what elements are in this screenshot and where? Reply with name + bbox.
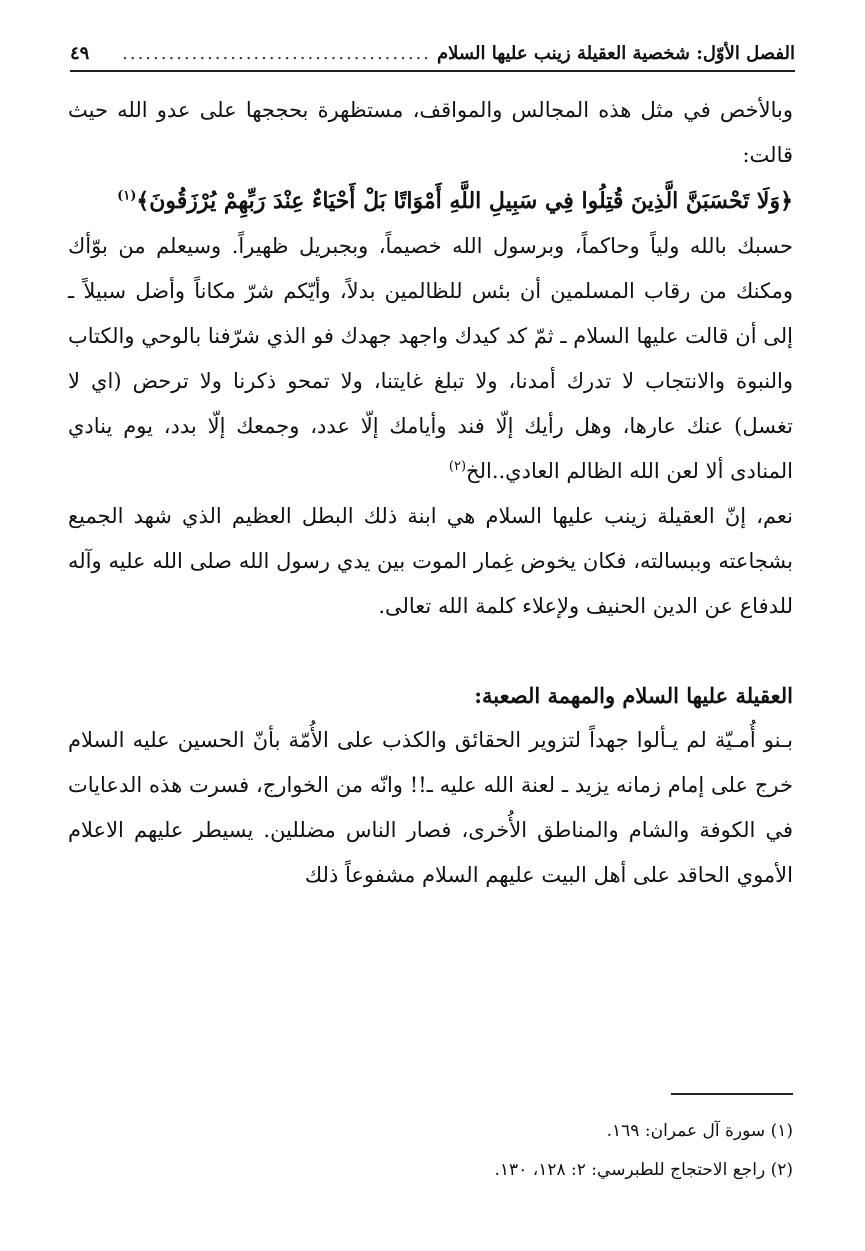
main-text (68, 88, 793, 898)
chapter-title: الفصل الأوّل: شخصية العقيلة زينب عليها السلام (437, 42, 795, 64)
footnote-2: (٢) راجع الاحتجاج للطبرسي: ٢: ١٢٨، ١٣٠. (494, 1160, 793, 1180)
paragraph-3: بـنو أُمـيّة لم يـألوا جهداً لتزوير الحقائق والكذب على الأُمّة بأنّ الحسين عليه السلام خرج على إمام زمانه يزيد ـ لعنة الله عليه ـ!! وانّه من الخوارج، فسرت هذه الدعايات في الكوفة والشام والمناطق الأُخرى، فصار الناس مضللين. يسيطر عليهم الاعلام الأموي الحاقد على أهل البيت عليهم السلام مشفوعاً ذلك (68, 728, 793, 887)
verse-text: ﴿وَلَا تَحْسَبَنَّ الَّذِينَ قُتِلُوا فِي سَبِيلِ اللَّهِ أَمْوَاتًا بَلْ أَحْيَاءٌ عِنْدَ رَبِّهِمْ يُرْزَقُونَ﴾ (136, 188, 793, 214)
footnote-ref-2: (٢) (448, 459, 467, 474)
section-heading: العقيلة عليها السلام والمهمة الصعبة: (474, 683, 793, 708)
quote-text: حسبك بالله ولياً وحاكماً، وبرسول الله خصيماً، وبجبريل ظهيراً. وسيعلم من بوّأك ومكنك من رقاب المسلمين أن بئس للظالمين بدلاً، وأيّكم شرّ مكاناً وأضل سبيلاً ـ إلى أن قالت عليها السلام ـ ثمّ كد كيدك واجهد جهدك فو الذي شرّفنا بالوحي والكتاب والنبوة والانتجاب لا تدرك أمدنا، ولا تبلغ غايتنا، ولا تمحو ذكرنا ولا ترحض (اي لا تغسل) عنك عارها، وهل رأيك إلّا فند وأيامك إلّا عدد، وجمعك إلّا بدد، يوم ينادي المنادى ألا لعن الله الظالم العادي..الخ (68, 234, 793, 483)
footnote-separator (671, 1093, 793, 1095)
footnote-1: (١) سورة آل عمران: ١٦٩. (606, 1121, 793, 1141)
running-header (70, 36, 795, 72)
quote-paragraph (68, 224, 793, 494)
header-dot-leader: ........................................ (122, 42, 432, 64)
paragraph-2: نعم، إنّ العقيلة زينب عليها السلام هي ابنة ذلك البطل العظيم الذي شهد الجميع بشجاعته وببسالته، فكان يخوض غِمار الموت بين يدي رسول الله صلى الله عليه وآله للدفاع عن الدين الحنيف ولإعلاء كلمة الله تعالى. (68, 504, 793, 618)
page-number: ٤٩ (70, 42, 90, 64)
intro-paragraph: وبالأخص في مثل هذه المجالس والمواقف، مستظهرة بحججها على عدو الله حيث قالت: (68, 98, 793, 167)
section-spacer (68, 629, 793, 673)
footnote-ref-1: (١) (117, 188, 137, 204)
footnotes (68, 1112, 793, 1190)
quran-verse (68, 178, 793, 224)
